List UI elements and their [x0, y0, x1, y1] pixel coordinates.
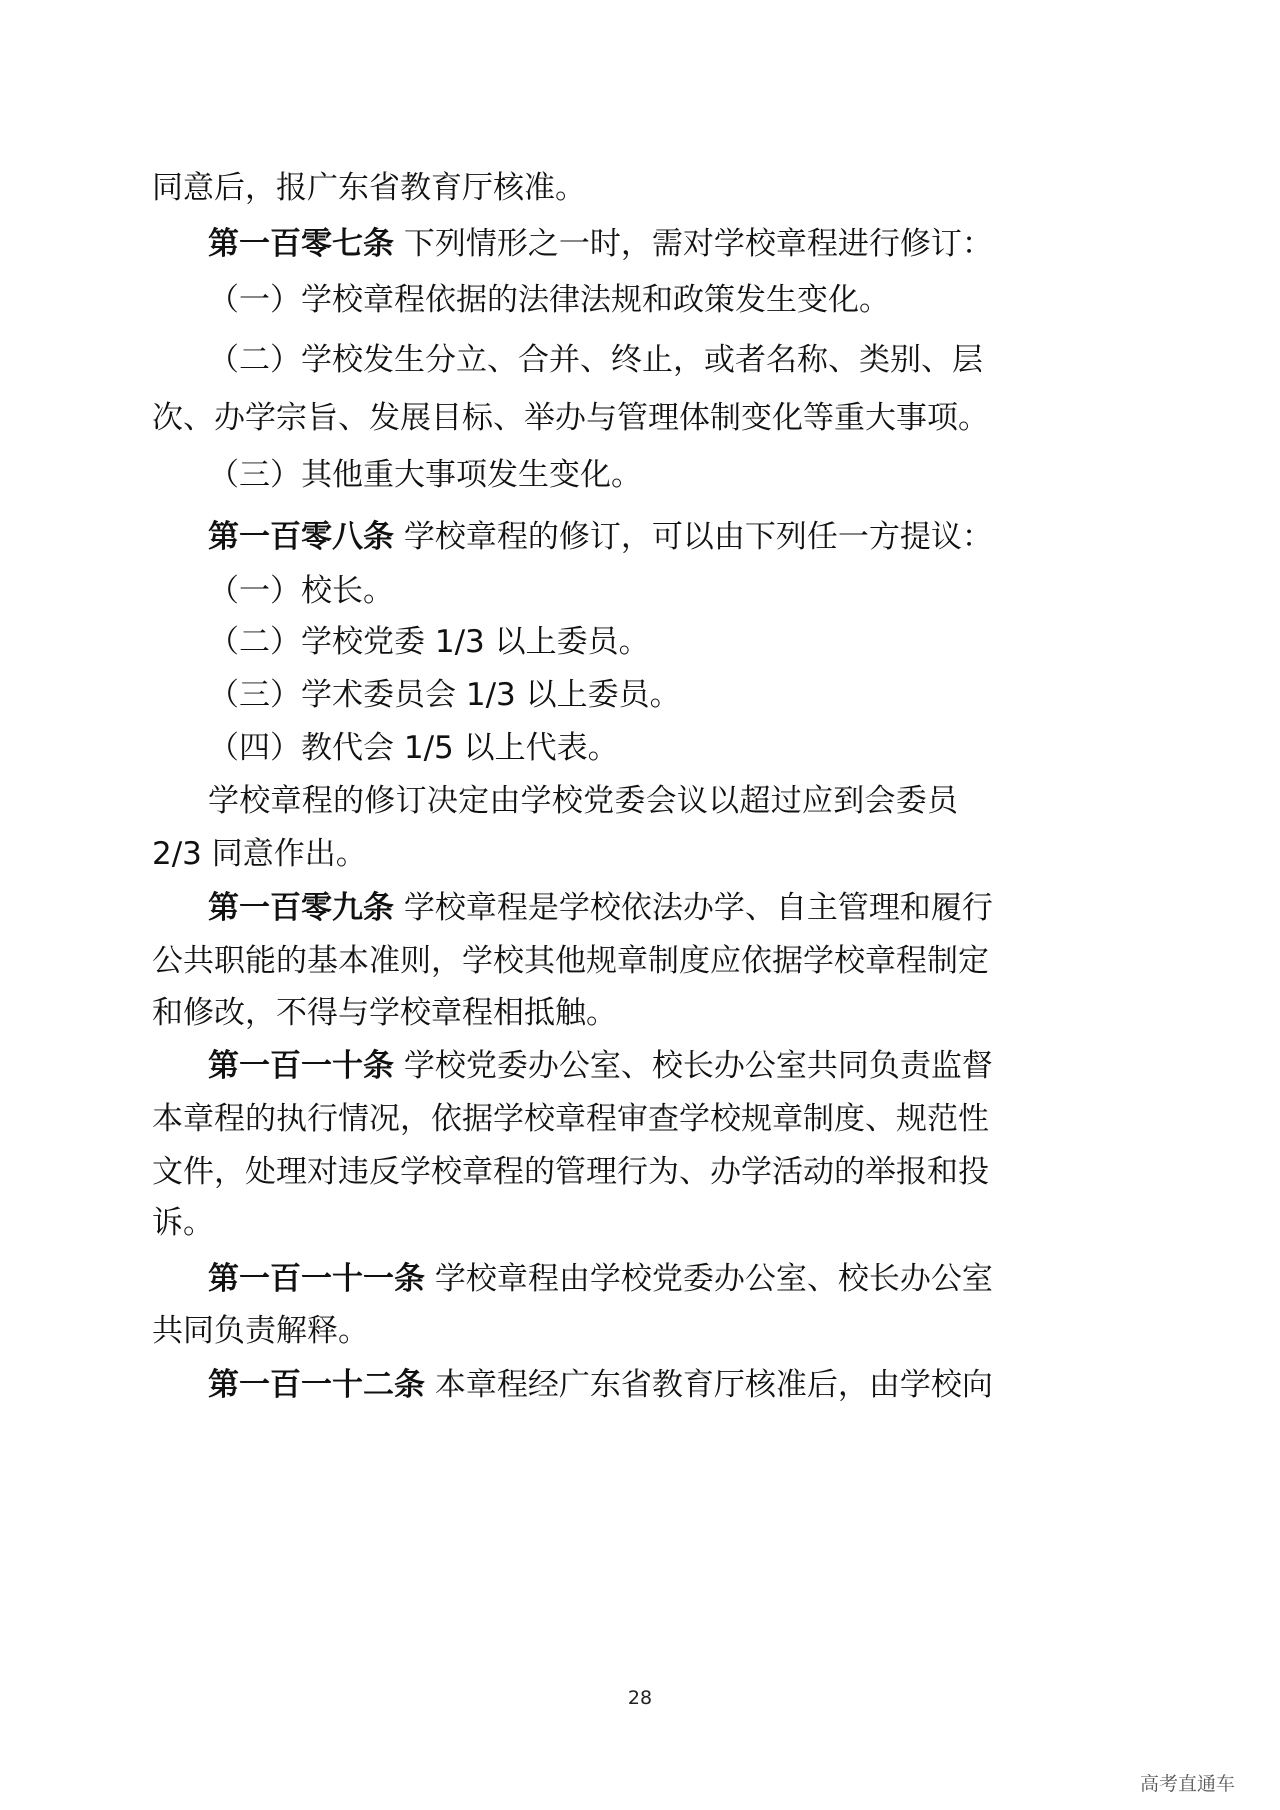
article-107-line — [208, 222, 993, 266]
paragraph-line: 公共职能的基本准则，学校其他规章制度应依据学校章程制定 — [152, 943, 989, 979]
page-number: 28 — [627, 1687, 653, 1709]
paragraph-line: 共同负责解释。 — [152, 1313, 369, 1349]
article-heading: 第一百零九条 — [208, 890, 394, 926]
article-108-line — [208, 515, 993, 559]
article-109-line — [208, 886, 993, 930]
paragraph-line: 次、办学宗旨、发展目标、举办与管理体制变化等重大事项。 — [152, 400, 989, 436]
article-text: 学校党委办公室、校长办公室共同负责监督 — [403, 1048, 993, 1084]
list-item: （四）教代会 1/5 以上代表。 — [208, 730, 619, 766]
article-heading: 第一百一十一条 — [208, 1261, 425, 1297]
article-heading: 第一百一十二条 — [208, 1367, 425, 1403]
list-item: （三）学术委员会 1/3 以上委员。 — [208, 677, 681, 713]
list-item: （一）学校章程依据的法律法规和政策发生变化。 — [208, 282, 890, 318]
list-item: （二）学校发生分立、合并、终止，或者名称、类别、层 — [208, 342, 983, 378]
article-112-line — [208, 1363, 993, 1407]
article-heading: 第一百零八条 — [208, 519, 394, 555]
article-text: 学校章程是学校依法办学、自主管理和履行 — [403, 890, 993, 926]
paragraph-line: 学校章程的修订决定由学校党委会议以超过应到会委员 — [208, 783, 958, 819]
article-text: 本章程经广东省教育厅核准后，由学校向 — [434, 1367, 993, 1403]
list-item: （三）其他重大事项发生变化。 — [208, 457, 642, 493]
article-text: 学校章程由学校党委办公室、校长办公室 — [434, 1261, 993, 1297]
paragraph-line: 本章程的执行情况，依据学校章程审查学校规章制度、规范性 — [152, 1101, 989, 1137]
paragraph-line: 2/3 同意作出。 — [152, 836, 367, 872]
article-heading: 第一百一十条 — [208, 1048, 394, 1084]
paragraph-line: 诉。 — [152, 1205, 214, 1241]
article-heading: 第一百零七条 — [208, 226, 394, 262]
list-item: （一）校长。 — [208, 573, 394, 609]
paragraph-line: 同意后，报广东省教育厅核准。 — [152, 170, 586, 206]
paragraph-line: 和修改，不得与学校章程相抵触。 — [152, 995, 617, 1031]
article-text: 下列情形之一时，需对学校章程进行修订： — [403, 226, 993, 262]
list-item: （二）学校党委 1/3 以上委员。 — [208, 624, 650, 660]
article-111-line — [208, 1257, 993, 1301]
article-110-line — [208, 1044, 993, 1088]
watermark-text: 高考直通车 — [1140, 1773, 1236, 1795]
paragraph-line: 文件，处理对违反学校章程的管理行为、办学活动的举报和投 — [152, 1154, 989, 1190]
article-text: 学校章程的修订，可以由下列任一方提议： — [403, 519, 993, 555]
